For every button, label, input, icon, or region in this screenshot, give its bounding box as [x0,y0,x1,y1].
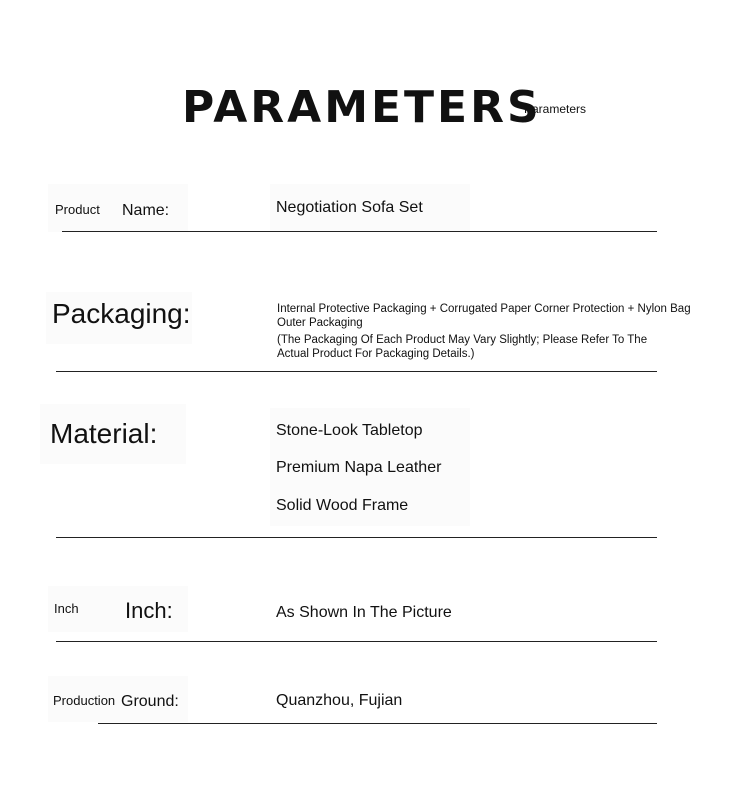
production-ground-label: Ground: [121,693,179,710]
divider-line [56,537,657,538]
material-value-item: Solid Wood Frame [276,497,409,514]
product-name-small-label: Product [55,202,100,217]
page-subtitle: Parameters [524,102,587,116]
page-title: PARAMETERS [182,82,542,133]
inch-label: Inch: [125,598,173,623]
packaging-label: Packaging: [52,298,191,329]
production-ground-value: Quanzhou, Fujian [276,692,403,709]
divider-line [98,723,657,724]
product-name-value: Negotiation Sofa Set [276,199,423,216]
divider-line [56,641,657,642]
divider-line [56,371,657,372]
material-value-item: Premium Napa Leather [276,459,442,476]
inch-value: As Shown In The Picture [276,604,452,621]
inch-small-label: Inch [54,601,79,616]
material-label: Material: [50,418,158,449]
packaging-value-primary: Internal Protective Packaging + Corrugated Paper Corner Protection + Nylon Bag Outer Packaging [277,303,691,329]
material-value-item: Stone-Look Tabletop [276,422,423,439]
production-small-label: Production [53,693,116,708]
packaging-value-note: (The Packaging Of Each Product May Vary Slightly; Please Refer To The Actual Product For Packaging Details.) [277,334,648,360]
product-name-label: Name: [122,202,170,219]
divider-line [62,231,657,232]
